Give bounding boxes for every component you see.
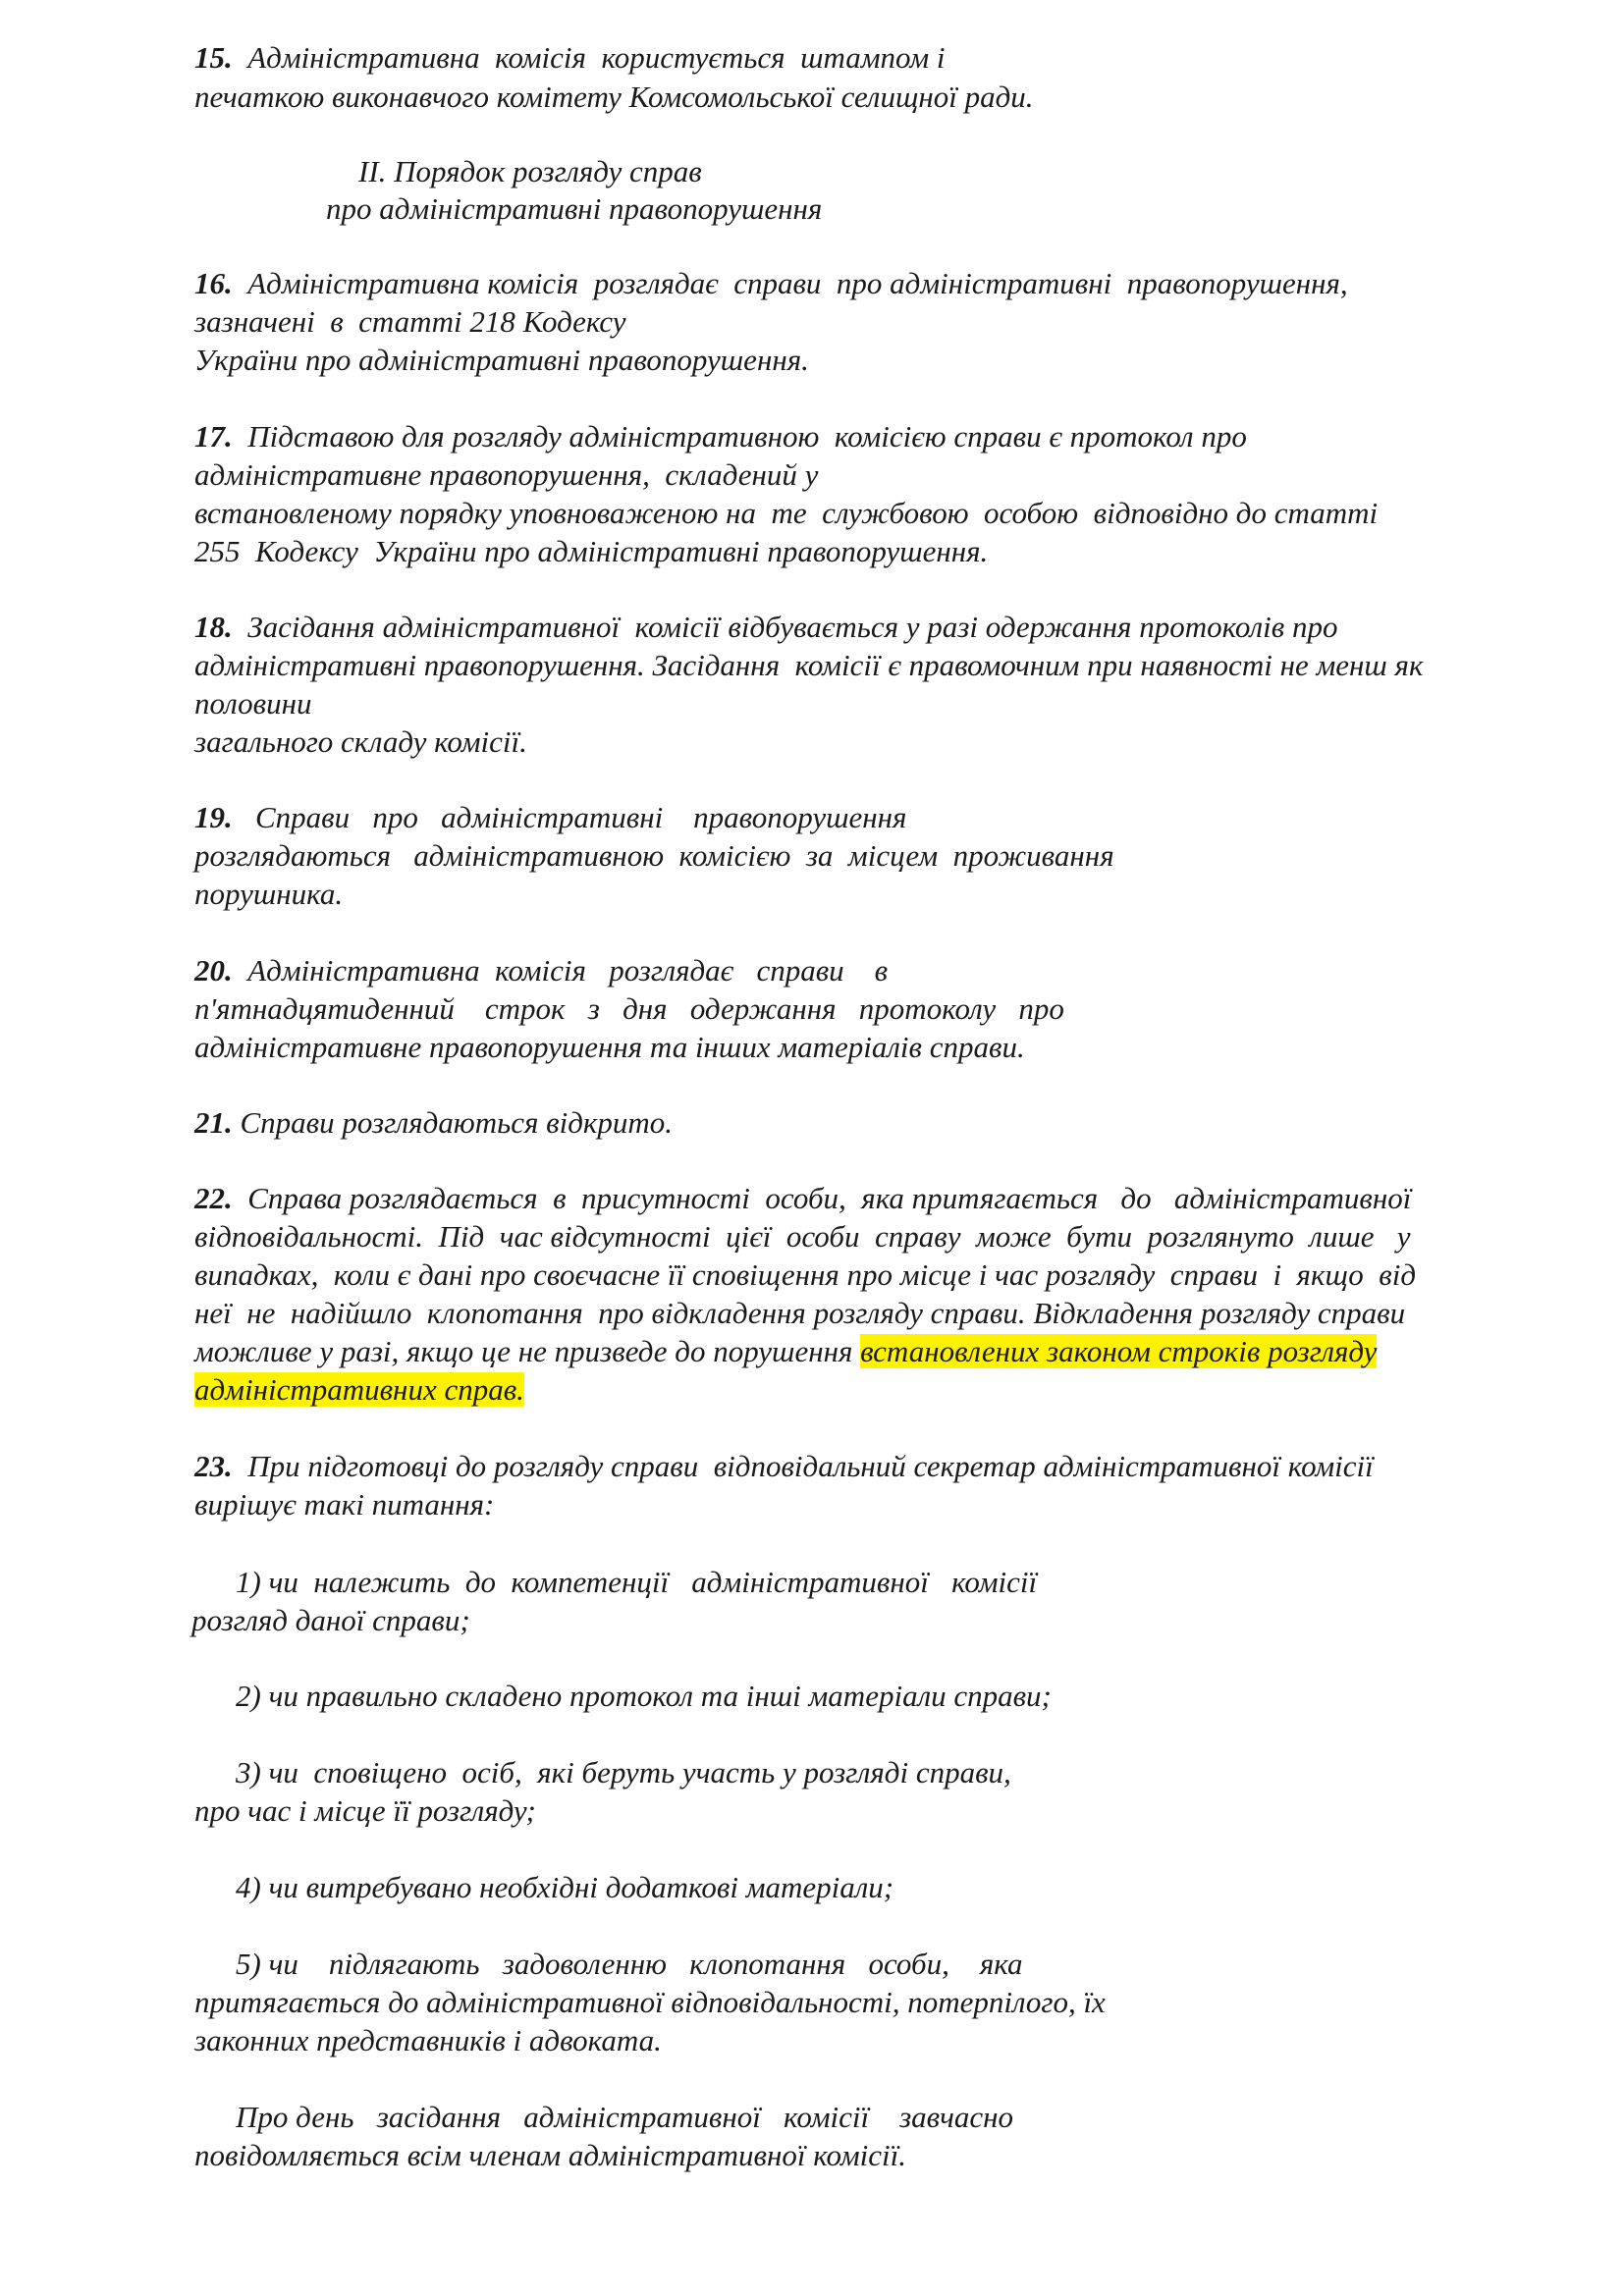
paragraph-number: 17. [194, 419, 233, 454]
paragraph-text: Підставою для розгляду адміністративною комісією справи є протокол про [232, 419, 1247, 454]
paragraph-16-line-3: України про адміністративні правопорушення. [194, 343, 809, 377]
list-item-5-line-3: законних представників і адвоката. [194, 2023, 662, 2057]
paragraph-16-line-2: зазначені в статті 218 Кодексу [194, 304, 626, 339]
paragraph-text: Адміністративна комісія розглядає справи в [232, 953, 889, 988]
paragraph-text: Справи розглядаються відкрито. [232, 1105, 674, 1140]
paragraph-text: При підготовці до розгляду справи відповідальний секретар адміністративної комісії [232, 1449, 1374, 1483]
paragraph-21-line-1 [194, 1104, 673, 1142]
paragraph-18-line-4: загального складу комісії. [194, 724, 527, 759]
paragraph-text: Адміністративна комісія користується штампом і [232, 40, 946, 75]
list-item-4-line-1: 4) чи витребувано необхідні додаткові матеріали; [236, 1870, 894, 1904]
list-item-1-line-2: розгляд даної справи; [191, 1603, 470, 1637]
section-heading-line-2: про адміністративні правопорушення [326, 191, 823, 226]
section-heading-line-1: II. Порядок розгляду справ [358, 154, 702, 188]
list-item-3-line-1: 3) чи сповіщено осіб, які беруть участь у розгляді справи, [236, 1755, 1011, 1789]
paragraph-text: можливе у разі, якщо це не призведе до порушення [194, 1334, 861, 1368]
closing-line-2: повідомляється всім членам адміністративної комісії. [194, 2138, 906, 2172]
list-item-2-line-1: 2) чи правильно складено протокол та інші матеріали справи; [236, 1679, 1052, 1713]
paragraph-22-line-5 [194, 1333, 1377, 1370]
highlighted-text: встановлених законом строків розгляду [860, 1334, 1378, 1368]
paragraph-15-line-1 [194, 39, 946, 77]
paragraph-22-line-6 [194, 1371, 524, 1409]
paragraph-22-line-4: неї не надійшло клопотання про відкладення розгляду справи. Відкладення розгляду справи [194, 1296, 1406, 1330]
paragraph-19-line-2: розглядаються адміністративною комісією за місцем проживання [194, 838, 1114, 873]
paragraph-18-line-1 [194, 609, 1337, 646]
paragraph-number: 18. [194, 610, 233, 644]
paragraph-number: 22. [194, 1181, 233, 1215]
list-item-5-line-1: 5) чи підлягають задоволенню клопотання особи, яка [236, 1947, 1023, 1981]
paragraph-16-line-1 [194, 265, 1348, 302]
paragraph-text: Адміністративна комісія розглядає справи про адміністративні правопорушення, [232, 266, 1348, 300]
paragraph-number: 15. [194, 40, 233, 75]
paragraph-17-line-3: встановленому порядку уповноваженою на те службовою особою відповідно до статті [194, 496, 1379, 530]
list-item-5-line-2: притягається до адміністративної відповідальності, потерпілого, їх [194, 1985, 1106, 2019]
paragraph-18-line-2: адміністративні правопорушення. Засідання комісії є правомочним при наявності не менш як [194, 648, 1424, 682]
paragraph-text: Засідання адміністративної комісії відбувається у разі одержання протоколів про [232, 610, 1338, 644]
paragraph-17-line-4: 255 Кодексу України про адміністративні правопорушення. [194, 534, 989, 568]
paragraph-20-line-1 [194, 952, 888, 989]
paragraph-19-line-3: порушника. [194, 877, 344, 911]
paragraph-number: 19. [194, 800, 233, 834]
paragraph-18-line-3: половини [194, 686, 312, 721]
paragraph-number: 21. [194, 1105, 233, 1140]
paragraph-22-line-1 [194, 1180, 1411, 1217]
paragraph-17-line-2: адміністративне правопорушення, складений у [194, 457, 819, 492]
paragraph-text: Справи про адміністративні правопорушення [232, 800, 907, 834]
highlighted-text: адміністративних справ. [194, 1372, 524, 1407]
list-item-3-line-2: про час і місце її розгляду; [194, 1793, 536, 1828]
paragraph-text: Справа розглядається в присутності особи, яка притягається до адміністративної [232, 1181, 1412, 1215]
paragraph-22-line-2: відповідальності. Під час відсутності цієї особи справу може бути розглянуто лише у [194, 1219, 1411, 1254]
paragraph-15-line-2: печаткою виконавчого комітету Комсомольської селищної ради. [194, 80, 1034, 114]
paragraph-number: 23. [194, 1449, 233, 1483]
paragraph-17-line-1 [194, 418, 1247, 455]
paragraph-number: 16. [194, 266, 233, 300]
paragraph-22-line-3: випадках, коли є дані про своєчасне її сповіщення про місце і час розгляду справи і якщо від [194, 1257, 1416, 1292]
closing-line-1: Про день засідання адміністративної комісії завчасно [236, 2100, 1014, 2134]
paragraph-20-line-2: п'ятнадцятиденний строк з дня одержання протоколу про [194, 991, 1064, 1026]
paragraph-23-line-2: вирішує такі питання: [194, 1487, 495, 1522]
paragraph-23-line-1 [194, 1448, 1374, 1485]
paragraph-20-line-3: адміністративне правопорушення та інших матеріалів справи. [194, 1030, 1025, 1064]
list-item-1-line-1: 1) чи належить до компетенції адміністративної комісії [236, 1565, 1038, 1599]
paragraph-number: 20. [194, 953, 233, 988]
paragraph-19-line-1 [194, 799, 906, 836]
